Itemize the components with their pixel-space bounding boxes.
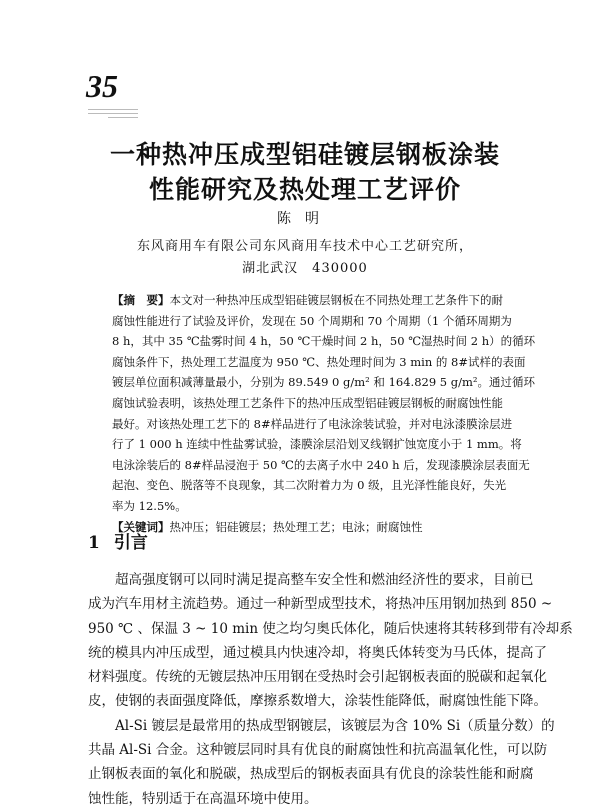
keywords-text: 热冲压；铝硅镀层；热处理工艺；电泳；耐腐蚀性 (169, 519, 423, 534)
keywords (112, 517, 512, 538)
body-line: 蚀性能，特别适于在高温环境中使用。 (88, 790, 318, 807)
body-line: 材料强度。传统的无镀层热冲压用钢在受热时会引起钢板表面的脱碳和起氧化 (88, 669, 547, 686)
abstract-line: 镀层单位面积减薄量最小，分别为 89.549 0 g/m² 和 164.829 5 g/m²。通过循环 (112, 375, 536, 390)
abstract (112, 290, 536, 537)
keywords-label: 【关键词】 (112, 519, 170, 534)
body-line: Al-Si 镀层是最常用的热成型钢镀层，该镀层为含 10% Si（质量分数）的 (115, 717, 555, 734)
title-line-1: 一种热冲压成型铝硅镀层钢板涂装 (109, 140, 500, 169)
abstract-line: 8 h，其中 35 ℃盐雾时间 4 h，50 ℃干燥时间 2 h，50 ℃湿热时间 2 h）的循环 (112, 334, 536, 349)
body-line: 950 ℃ 、保温 3 ~ 10 min 使之均匀奥氏体化，随后快速将其转移到带有冷却系 (88, 620, 573, 637)
abstract-line: 最好。对该热处理工艺下的 8#样品进行了电泳涂装试验，并对电泳漆膜涂层进 (112, 416, 513, 431)
body-line: 皮，使钢的表面强度降低，摩擦系数增大，涂装性能降低，耐腐蚀性能下降。 (88, 693, 547, 710)
section-title: 引言 (113, 533, 148, 553)
body-line: 共晶 Al-Si 合金。这种镀层同时具有优良的耐腐蚀性和抗高温氧化性，可以防 (88, 742, 548, 759)
page-number: 35 (86, 68, 118, 104)
affiliation-line-1: 东风商用车有限公司东风商用车技术中心工艺研究所， (136, 239, 473, 254)
abstract-line: 腐蚀性能进行了试验及评价，发现在 50 个周期和 70 个周期（1 个循环周期为 (112, 313, 512, 328)
body-line: 统的模具内冲压成型，通过模具内快速冷却，将奥氏体转变为马氏体，提高了 (88, 644, 547, 661)
affiliation-line-2: 湖北武汉 430000 (242, 261, 368, 276)
abstract-line: 腐蚀条件下，热处理工艺温度为 950 ℃、热处理时间为 3 min 的 8#试样的表面 (112, 354, 526, 369)
page-number-decoration (88, 106, 138, 124)
abstract-label: 【摘 要】 (112, 293, 170, 307)
abstract-line: 腐蚀试验表明，该热处理工艺条件下的热冲压成型铝硅镀层钢板的耐腐蚀性能 (112, 395, 503, 410)
section-number: 1 (88, 533, 100, 553)
section-heading (88, 528, 162, 553)
body-line: 止钢板表面的氧化和脱碳，热成型后的钢板表面具有优良的涂装性能和耐腐 (88, 766, 534, 783)
abstract-line: 起泡、变色、脱落等不良现象，其二次附着力为 0 级，且光泽性能良好，失光 (112, 478, 507, 493)
abstract-line: 行了 1 000 h 连续中性盐雾试验，漆膜涂层沿划叉线钢扩蚀宽度小于 1 mm。将 (112, 437, 522, 452)
body-line: 成为汽车用材主流趋势。通过一种新型成型技术，将热冲压用钢加热到 850 ~ (88, 596, 553, 613)
title-line-2: 性能研究及热处理工艺评价 (148, 175, 461, 204)
abstract-line: 本文对一种热冲压成型铝硅镀层钢板在不同热处理工艺条件下的耐 (169, 293, 503, 307)
body-text (88, 568, 573, 811)
author: 陈明 (277, 211, 333, 227)
abstract-line: 电泳涂装后的 8#样品浸泡于 50 ℃的去离子水中 240 h 后，发现漆膜涂层表面无 (112, 457, 530, 472)
body-line: 超高强度钢可以同时满足提高整车安全性和燃油经济性的要求，目前已 (115, 572, 534, 588)
abstract-line: 率为 12.5%。 (112, 498, 187, 513)
